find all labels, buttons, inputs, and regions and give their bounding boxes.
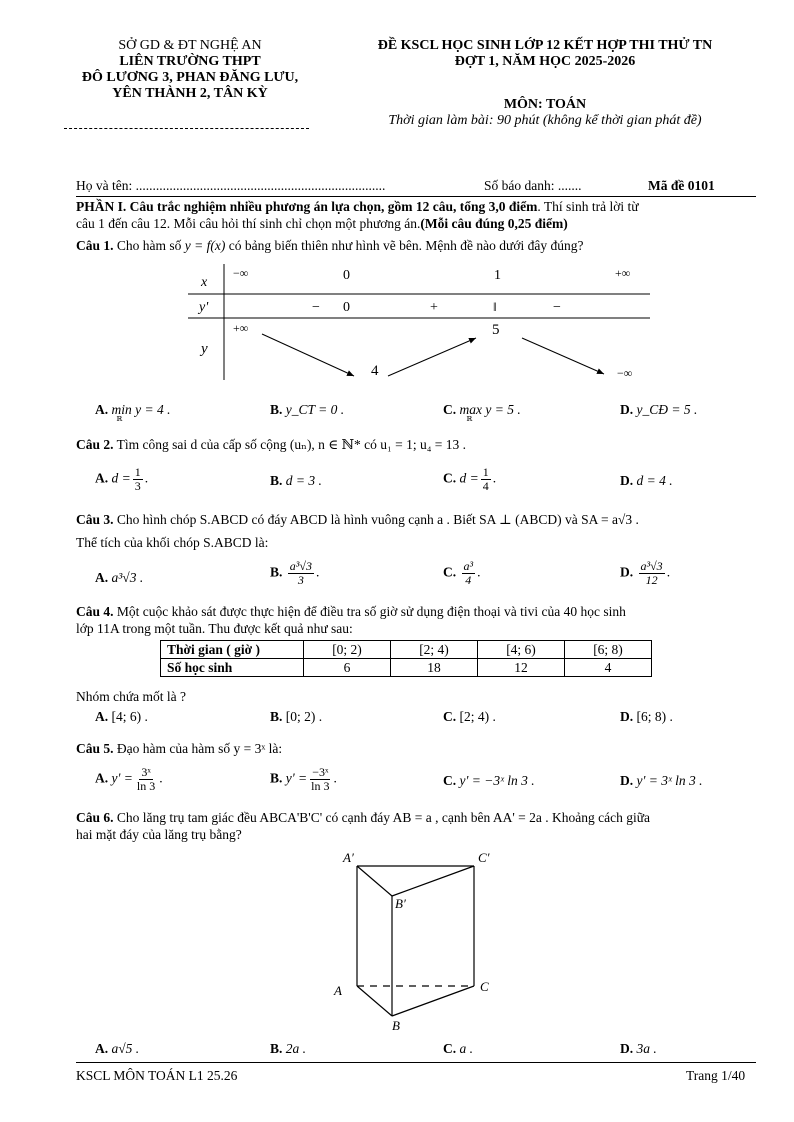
q2-option-a[interactable]: A. d = $\frac{1}{3}$ . [95, 465, 149, 493]
vt-y-3: −∞ [617, 366, 633, 380]
label-c: C [480, 979, 489, 994]
q2-option-d[interactable]: D. d = 4 . [620, 473, 673, 488]
label-b: B [392, 1018, 400, 1033]
q1-text-b: có bảng biến thiên như hình vẽ bên. Mệnh đề nào dưới đây đúng? [228, 238, 584, 253]
q3-c-frac: $\frac{\text{a³}}{4}$ [463, 559, 474, 587]
q4-option-a[interactable]: A. [4; 6) . [95, 709, 148, 724]
q1-a-sub: ℝ [116, 415, 123, 423]
q4-option-d[interactable]: D. [6; 8) . [620, 709, 673, 724]
q6-text1: Cho lăng trụ tam giác đều ABCA'B'C' có cạnh đáy AB = a , cạnh bên AA' = 2a . Khoảng cách giữa [116, 810, 651, 825]
q4-text1: Một cuộc khảo sát được thực hiện để điều tra số giờ sử dụng điện thoại và tivi của 40 học sinh [116, 604, 626, 619]
edge-bc [392, 986, 474, 1016]
q1-text-a: Cho hàm số [116, 238, 182, 253]
q6-option-a[interactable]: A. a√5 . [95, 1041, 140, 1056]
q1-label: Câu 1. [76, 238, 114, 253]
exam-code: Mã đề 0101 [648, 178, 715, 193]
q1-b-text: y_CT = 0 . [285, 402, 345, 417]
student-name-field: Họ và tên: .......................................................................... [76, 178, 386, 193]
q3-option-d[interactable]: D. $\frac{\text{a³√3}}{12}$ . [620, 559, 671, 587]
footer-left: KSCL MÔN TOÁN L1 25.26 [76, 1068, 238, 1083]
vt-y-1: 4 [371, 363, 379, 379]
label-a1: A′ [343, 850, 354, 865]
q2-a-frac: $\frac{1}{3}$ [134, 465, 141, 493]
part1-points: (Mỗi câu đúng 0,25 điểm) [420, 216, 568, 231]
q3-label: Câu 3. [76, 512, 114, 527]
vt-x-1: 0 [343, 268, 350, 283]
q3-option-b[interactable]: B. $\frac{\text{a³√3}}{3}$ . [270, 559, 320, 587]
q5-option-c[interactable]: C. y' = −3ˣ ln 3 . [443, 773, 535, 788]
time-note: Thời gian làm bài: 90 phút (không kể thời gian phát đề) [388, 113, 702, 128]
vt-y-2: 5 [492, 322, 500, 338]
vt-yp-label: y' [199, 300, 209, 315]
q6-option-d[interactable]: D. 3a . [620, 1041, 657, 1056]
table-count-0: 6 [304, 659, 391, 677]
edge-b1c1 [392, 866, 474, 896]
q1-option-c[interactable]: C. max y = 5 . ℝ [443, 402, 521, 423]
subject: MÔN: TOÁN [503, 97, 587, 112]
vt-yp-0: − [312, 300, 320, 315]
q3-b-frac: $\frac{\text{a³√3}}{3}$ [289, 559, 312, 587]
q4-question: Nhóm chứa mốt là ? [76, 689, 187, 704]
q1-formula: y = f(x) [184, 238, 226, 253]
vt-x-3: +∞ [615, 266, 631, 280]
table-count-3: 4 [565, 659, 652, 677]
q5-option-b[interactable]: B. y' = $\frac{\text{−3ˣ}}{\ln 3}$ . [270, 765, 337, 793]
label-b1: B′ [395, 896, 406, 911]
table-count-1: 18 [391, 659, 478, 677]
q6-label: Câu 6. [76, 810, 114, 825]
q1-d-text: y_CĐ = 5 . [636, 402, 698, 417]
table-row-label: Số học sinh [161, 659, 304, 677]
q1-option-d[interactable]: D. y_CĐ = 5 . [620, 402, 698, 417]
dept-line: SỞ GD & ĐT NGHỆ AN [118, 38, 262, 53]
q5-option-a[interactable]: A. y' = $\frac{\text{3ˣ}}{\ln 3}$ . [95, 765, 163, 793]
vt-yp-1: 0 [343, 300, 350, 315]
vt-y-label: y [201, 341, 208, 357]
exam-title-2: ĐỢT 1, NĂM HỌC 2025-2026 [454, 54, 636, 69]
table-class-2: [4; 6) [478, 641, 565, 659]
q3-d-frac: $\frac{\text{a³√3}}{12}$ [640, 559, 663, 587]
q1-a-text: min y = 4 . [111, 402, 171, 417]
q1-c-text: max y = 5 . [459, 402, 521, 417]
edge-ab [357, 986, 392, 1016]
table-class-1: [2; 4) [391, 641, 478, 659]
q5-option-d[interactable]: D. y' = 3ˣ ln 3 . [620, 773, 703, 788]
table-class-0: [0; 2) [304, 641, 391, 659]
vt-yp-2: + [430, 300, 438, 315]
q4-option-c[interactable]: C. [2; 4) . [443, 709, 496, 724]
student-id-field: Số báo danh: ....... [484, 178, 582, 193]
q5-b-frac: $\frac{\text{−3ˣ}}{\ln 3}$ [311, 765, 330, 793]
vt-x-2: 1 [494, 268, 501, 283]
q6-text2: hai mặt đáy của lăng trụ bằng? [76, 827, 242, 842]
q1-c-sub: ℝ [466, 415, 473, 423]
page-number: Trang 1/40 [686, 1068, 746, 1083]
q3-option-a[interactable]: A. a³√3 . [95, 570, 144, 585]
school-line-3: YÊN THÀNH 2, TÂN KỲ [112, 86, 268, 101]
q4-text2: lớp 11A trong một tuần. Thu được kết quả như sau: [76, 621, 353, 636]
q2-text: Tìm công sai d của cấp số cộng (uₙ), n ∈ ℕ* có u₁ = 1; u₄ = 13 . [116, 437, 467, 452]
table-class-3: [6; 8) [565, 641, 652, 659]
q3-text2: Thể tích của khối chóp S.ABCD là: [76, 535, 269, 550]
vt-y-0: +∞ [233, 321, 249, 335]
q6-option-b[interactable]: B. 2a . [270, 1041, 307, 1056]
q2-c-frac: $\frac{1}{4}$ [482, 465, 489, 493]
vt-yp-4: − [553, 300, 561, 315]
q2-label: Câu 2. [76, 437, 114, 452]
q2-option-b[interactable]: B. d = 3 . [270, 473, 322, 488]
part1-text1: . Thí sinh trả lời từ [537, 199, 639, 214]
q4-option-b[interactable]: B. [0; 2) . [270, 709, 323, 724]
label-a: A [334, 983, 342, 998]
q3-option-c[interactable]: C. $\frac{\text{a³}}{4}$ . [443, 559, 481, 587]
vt-x-label: x [201, 275, 208, 290]
q1-option-a[interactable]: A. min y = 4 . ℝ [95, 402, 171, 423]
q1-option-b[interactable]: B. y_CT = 0 . [270, 402, 345, 417]
q6-option-c[interactable]: C. a . [443, 1041, 473, 1056]
q4-label: Câu 4. [76, 604, 114, 619]
edge-a1b1 [357, 866, 392, 896]
exam-title-1: ĐỀ KSCL HỌC SINH LỚP 12 KẾT HỢP THI THỬ TN [377, 38, 713, 53]
part1-title: PHẦN I. Câu trắc nghiệm nhiều phương án lựa chọn, gồm 12 câu, tổng 3,0 điểm [76, 199, 538, 214]
school-line-1: LIÊN TRƯỜNG THPT [119, 54, 261, 69]
part1-text2: câu 1 đến câu 12. Mỗi câu hỏi thí sinh chỉ chọn một phương án. [76, 216, 421, 231]
table-head-time: Thời gian ( giờ ) [161, 641, 304, 659]
school-line-2: ĐÔ LƯƠNG 3, PHAN ĐĂNG LƯU, [81, 70, 299, 85]
vt-yp-3: ‖ [493, 299, 497, 314]
q5-text: Đạo hàm của hàm số y = 3ˣ là: [116, 741, 283, 756]
q2-option-c[interactable]: C. d = $\frac{1}{4}$ . [443, 465, 497, 493]
q5-label: Câu 5. [76, 741, 114, 756]
vt-x-0: −∞ [233, 266, 249, 280]
label-c1: C′ [478, 850, 490, 865]
footer-rule [76, 1062, 756, 1063]
q3-text1: Cho hình chóp S.ABCD có đáy ABCD là hình vuông cạnh a . Biết SA ⊥ (ABCD) và SA = a√3 . [116, 512, 639, 527]
table-count-2: 12 [478, 659, 565, 677]
q5-a-frac: $\frac{\text{3ˣ}}{\ln 3}$ [136, 765, 156, 793]
